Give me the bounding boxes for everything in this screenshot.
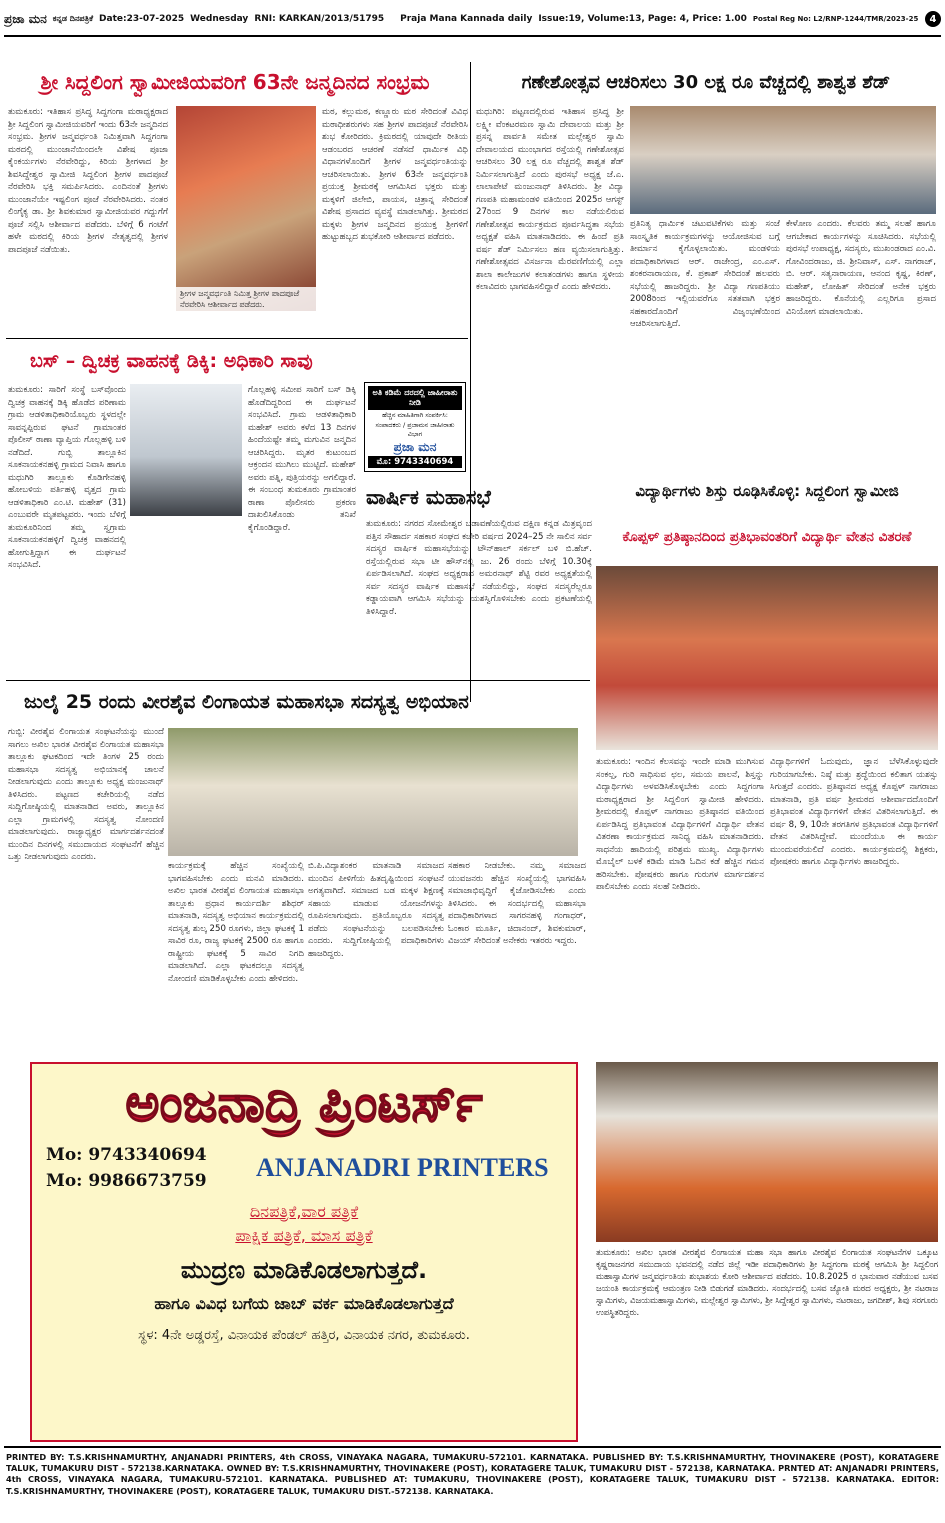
story2-col2: ಪ್ರತಿನಿತ್ಯ ಧಾರ್ಮಿಕ ಚಟುವಟಿಕೆಗಳು ಮತ್ತು ಸಂಜೆ ಸಾಂಸ್ಕೃತಿಕ ಕಾರ್ಯಕ್ರಮಗಳನ್ನು ಆಯೋಜಿಸುವ ಬಗ್ಗೆ ತೀರ್ಮಾನ ಕೈಗೊಳ್ಳಲಾಯಿತು. ಮಂಡಳಿಯ ಪದಾಧಿಕಾರಿಗಳಾದ ಆರ್. ರಾಜೇಂದ್ರ, ಎಂ.ಎಸ್. ಶಂಕರನಾರಾಯಣ, ಕೆ. ಪ್ರಕಾಶ್ ಸೇರಿದಂತೆ ಹಲವರು ಸಭೆಯಲ್ಲಿ ಹಾಜರಿದ್ದರು. ಶ್ರೀ ವಿದ್ಯಾ ಗಣಪತಿಯು 2008ರಿಂದ ಇಲ್ಲಿಯವರೆಗೂ ಸತತವಾಗಿ ಭಕ್ತರ ಸಹಕಾರದೊಂದಿಗೆ ವಿಜೃಂಭಣೆಯಿಂದ ಆಚರಿಸಲಾಗುತ್ತಿದೆ. bbox=[630, 219, 780, 329]
story4-headline: ವಾರ್ಷಿಕ ಮಹಾಸಭೆ bbox=[366, 485, 491, 509]
masthead-weekday: Wednesday bbox=[190, 14, 249, 24]
story5-headline: ವಿದ್ಯಾರ್ಥಿಗಳು ಶಿಸ್ತು ರೂಢಿಸಿಕೊಳ್ಳಿ: ಸಿದ್ದಲಿಂಗ ಸ್ವಾಮೀಜಿ bbox=[596, 476, 938, 506]
masthead-date: Date:23-07-2025 bbox=[99, 14, 185, 24]
classified-ad-line1: ಹೆಚ್ಚಿನ ಮಾಹಿತಿಗಾಗಿ ಸಂಪರ್ಕಿಸಿ: bbox=[382, 411, 448, 419]
imprint-footer: PRINTED BY: T.S.KRISHNAMURTHY, ANJANADRI PRINTERS, 4th CROSS, VINAYAKA NAGARA, TUMAKURU-572101. KARNATAKA. PUBLISHED BY: T.S.KRISHNAMURTHY, THOVINAKERE (POST), KORATAGERE TALUK, TUMAKURU DIST - 572138.KARNATAKA. OWNED BY: T.S.KRISHNAMURTHY, THOVINAKERE (POST), KORATAGERE TALUK, TUMAKURU DIST - 572138, KARNATAKA. PRNTED AT: ANJANADRI PRINTERS, 4th CROSS, VINAYAKA NAGARA, TUMAKURU-572101. KARNATAKA. PUBLISHED AT: TUMAKURU, THOVINAKERE (POST), KORATAGERE TALUK, TUMAKURU DIST - 572138. KARNATAKA. EDITOR: T.S.KRISHNAMURTHY, THOVINAKERE (POST), KORATAGERE TALUK, TUMAKURU DIST.-572138. KARNATAKA. bbox=[6, 1452, 939, 1496]
classified-ad-logo: ಪ್ರಜಾ ಮನ bbox=[393, 440, 437, 454]
story4-body: ತುಮಕೂರು: ನಗರದ ಸೋಮೇಶ್ವರ ಬಡಾವಣೆಯಲ್ಲಿರುವ ದಕ್ಷಿಣ ಕನ್ನಡ ಮಿತ್ರವೃಂದ ಪತ್ತಿನ ಸೌಹಾರ್ದ ಸಹಕಾರ ಸಂಘದ ಕಚೇರಿ ವರ್ಷದ 2024–25 ನೇ ಸಾಲಿನ ಸರ್ವ ಸದಸ್ಯರ ವಾರ್ಷಿಕ ಮಹಾಸಭೆಯನ್ನು ಟೌನ್‌ಹಾಲ್ ಸರ್ಕಲ್ ಬಳಿ ಬಿ.ಹೆಚ್. ರಸ್ತೆಯಲ್ಲಿರುವ ಸಭಾ ಟೀ ಹೌಸ್‌ನಲ್ಲಿ ಜು. 26 ರಂದು ಬೆಳಿಗ್ಗೆ 10.30ಕ್ಕೆ ಏರ್ಪಡಿಸಲಾಗಿದೆ. ಸಂಘದ ಅಧ್ಯಕ್ಷರಾದ ಅಮರನಾಥ್ ಶೆಟ್ಟಿ ರವರ ಅಧ್ಯಕ್ಷತೆಯಲ್ಲಿ ಸರ್ವ ಸದಸ್ಯರ ವಾರ್ಷಿಕ ಮಹಾಸಭೆ ನಡೆಯಲಿದ್ದು, ಸಂಘದ ಸದಸ್ಯರೆಲ್ಲರೂ ಕಡ್ಡಾಯವಾಗಿ ಆಗಮಿಸಿ ಸಭೆಯನ್ನು ಯಶಸ್ವಿಗೊಳಿಸಬೇಕು ಎಂದು ಪ್ರಕಟಣೆಯಲ್ಲಿ ತಿಳಿಸಿದ್ದಾರೆ. bbox=[366, 519, 592, 617]
masthead bbox=[4, 3, 941, 37]
ad-line-1: ದಿನಪತ್ರಿಕೆ,ವಾರ ಪತ್ರಿಕೆ bbox=[249, 1202, 359, 1221]
story5-subheadline: ಕೊಪ್ಪಳ್ ಪ್ರತಿಷ್ಠಾನದಿಂದ ಪ್ರತಿಭಾವಂತರಿಗೆ ವಿದ್ಯಾರ್ಥಿ ವೇತನ ವಿತರಣೆ bbox=[596, 514, 938, 560]
story1-col2: ಮಠ, ಕಲ್ಲುಮಠ, ಕಣ್ಣೂರು ಮಠ ಸೇರಿದಂತೆ ವಿವಿಧ ಮಠಾಧೀಶರುಗಳು ಸಹ ಶ್ರೀಗಳ ಪಾದಪೂಜೆ ನೆರವೇರಿಸಿ ಶುಭ ಕೋರಿದರು. ಕ್ರಿಮಠದಲ್ಲಿ ಯಾವುದೇ ರೀತಿಯ ಆಡಂಬರದ ಆಚರಣೆ ನಡೆಸದೆ ಧಾರ್ಮಿಕ ವಿಧಿ ವಿಧಾನಗಳೊಂದಿಗೆ ಶ್ರೀಗಳ ಜನ್ಮವರ್ಧಂತಿಯನ್ನು ಆಚರಿಸಲಾಯಿತು. ಶ್ರೀಗಳ 63ನೇ ಜನ್ಮವರ್ಧಂತಿ ಪ್ರಯುಕ್ತ ಶ್ರೀಮಠಕ್ಕೆ ಆಗಮಿಸಿದ ಭಕ್ತರು ಮತ್ತು ಮಕ್ಕಳಿಗೆ ಜಿಲೇಬಿ, ಪಾಯಸ, ಚಿತ್ರಾನ್ನ ಸೇರಿದಂತೆ ವಿಶೇಷ ಪ್ರಸಾದದ ವ್ಯವಸ್ಥೆ ಮಾಡಲಾಗಿತ್ತು. ಶ್ರೀಮಠದ ಮಕ್ಕಳು ಶ್ರೀಗಳ ಜನ್ಮದಿನದ ಪ್ರಯುಕ್ತ ಶ್ರೀಗಳಿಗೆ ಹುಟ್ಟುಹಬ್ಬದ ಶುಭಕೋರಿ ಆಶೀರ್ವಾದ ಪಡೆದರು. bbox=[322, 107, 468, 242]
footer-rule bbox=[4, 1446, 941, 1448]
ad-phone-2: Mo: 9986673759 bbox=[46, 1171, 207, 1191]
story2-headline: ಗಣೇಶೋತ್ಸವ ಆಚರಿಸಲು 30 ಲಕ್ಷ ರೂ ವೆಚ್ಚದಲ್ಲಿ ಶಾಶ್ವತ ಶೆಡ್ bbox=[474, 64, 938, 100]
classified-ad-line2: ಸಂಪಾದಕರು / ಪ್ರಜಾಮನ ಜಾಹೀರಾತು ವಿಭಾಗ bbox=[375, 421, 455, 438]
classified-ad bbox=[364, 382, 466, 472]
story3-col1: ತುಮಕೂರು: ಸಾರಿಗೆ ಸಂಸ್ಥೆ ಬಸ್‌ವೊಂದು ದ್ವಿಚಕ್ರ ವಾಹನಕ್ಕೆ ಡಿಕ್ಕಿ ಹೊಡೆದ ಪರಿಣಾಮ ಗ್ರಾಮ ಆಡಳಿತಾಧಿಕಾರಿಯೊಬ್ಬರು ಸ್ಥಳದಲ್ಲೇ ಸಾವನ್ನಪ್ಪಿರುವ ಘಟನೆ ಗ್ರಾಮಾಂತರ ಪೊಲೀಸ್ ಠಾಣಾ ವ್ಯಾಪ್ತಿಯ ಗೊಲ್ಲಹಳ್ಳಿ ಬಳಿ ನಡೆದಿದೆ. ಗುಬ್ಬಿ ತಾಲ್ಲೂಕಿನ ಸೂಕನಾಯಕನಹಳ್ಳಿ ಗ್ರಾಮದ ನಿವಾಸಿ ಹಾಗೂ ಮಧುಗಿರಿ ತಾಲ್ಲೂಕು ಕೊಡಿಗೇನಹಳ್ಳಿ ಹೋಬಳಿಯ ಪರ್ತಿಹಳ್ಳಿ ವೃತ್ತದ ಗ್ರಾಮ ಆಡಳಿತಾಧಿಕಾರಿ ಎಂ.ಟಿ. ಮಹೇಶ್ (31) ಎಂಬುವರೇ ಮೃತಪಟ್ಟವರು. ಇಂದು ಬೆಳಿಗ್ಗೆ ತುಮಕೂರಿನಿಂದ ತಮ್ಮ ಸ್ವಗ್ರಾಮ ಸೂಕನಾಯಕನಹಳ್ಳಿಗೆ ದ್ವಿಚಕ್ರ ವಾಹನದಲ್ಲಿ ಹೋಗುತ್ತಿದ್ದಾಗ ಈ ದುರ್ಘಟನೆ ಸಂಭವಿಸಿದೆ. bbox=[8, 385, 126, 570]
story3-photo bbox=[130, 384, 242, 516]
masthead-issue: Issue:19, Volume:13, Page: 4, Price: 1.00 bbox=[538, 14, 747, 24]
ad-line-3: ಮುದ್ರಣ ಮಾಡಿಕೊಡಲಾಗುತ್ತದೆ. bbox=[180, 1256, 428, 1284]
page-number: 4 bbox=[925, 11, 941, 27]
story3-col2: ಗೊಲ್ಲಹಳ್ಳಿ ಸಮೀಪ ಸಾರಿಗೆ ಬಸ್ ಡಿಕ್ಕಿ ಹೊಡೆದಿದ್ದರಿಂದ ಈ ದುರ್ಘಟನೆ ಸಂಭವಿಸಿದೆ. ಗ್ರಾಮ ಆಡಳಿತಾಧಿಕಾರಿ ಮಹೇಶ್ ಅವರು ಕಳೆದ 13 ದಿನಗಳ ಹಿಂದೆಯಷ್ಟೇ ತಮ್ಮ ಮಗುವಿನ ಜನ್ಮದಿನ ಆಚರಿಸಿದ್ದರು. ಮೃತರ ಕುಟುಂಬದ ಆಕ್ರಂದನ ಮುಗಿಲು ಮುಟ್ಟಿದೆ. ಮಹೇಶ್ ಅವರು ಪತ್ನಿ, ಪುತ್ರಿಯರನ್ನು ಅಗಲಿದ್ದಾರೆ. ಈ ಸಂಬಂಧ ತುಮಕೂರು ಗ್ರಾಮಾಂತರ ಠಾಣಾ ಪೊಲೀಸರು ಪ್ರಕರಣ ದಾಖಲಿಸಿಕೊಂಡು ತನಿಖೆ ಕೈಗೊಂಡಿದ್ದಾರೆ. bbox=[248, 385, 356, 533]
story5-col2: ವಿದ್ಯಾರ್ಥಿಗಳಿಗೆ ಓದುವುದು, ಜ್ಞಾನ ಬೆಳೆಸಿಕೊಳ್ಳುವುದೇ ಗುರಿಯಾಗಬೇಕು. ನಿಷ್ಠೆ ಮತ್ತು ಶ್ರದ್ಧೆಯಿಂದ ಕಲಿತಾಗ ಯಶಸ್ಸು ಸಿಗುತ್ತದೆ ಎಂದರು. ಪ್ರತಿಷ್ಠಾನದ ಅಧ್ಯಕ್ಷ ಕೊಪ್ಪಳ್ ನಾಗರಾಜು ಮಾತನಾಡಿ, ಪ್ರತಿ ವರ್ಷ ಶ್ರೀಮಠದ ಆಶೀರ್ವಾದದೊಂದಿಗೆ ಪ್ರತಿಭಾವಂತ ವಿದ್ಯಾರ್ಥಿಗಳಿಗೆ ವೇತನ ವಿತರಿಸಲಾಗುತ್ತಿದೆ. ಈ ವರ್ಷ 8, 9, 10ನೇ ತರಗತಿಗಳ ಪ್ರತಿಭಾವಂತ ವಿದ್ಯಾರ್ಥಿಗಳಿಗೆ ವೇತನ ವಿತರಿಸಿದ್ದೇವೆ. ಮುಂದೆಯೂ ಈ ಕಾರ್ಯ ಮುಂದುವರೆಯಲಿದೆ ಎಂದರು. ಕಾರ್ಯಕ್ರಮದಲ್ಲಿ ಶಿಕ್ಷಕರು, ಪೋಷಕರು ಹಾಗೂ ವಿದ್ಯಾರ್ಥಿಗಳು ಹಾಜರಿದ್ದರು. bbox=[770, 757, 938, 867]
story7-photo bbox=[596, 1062, 938, 1242]
masthead-postal: Postal Reg No: L2/RNP-1244/TMR/2023-25 bbox=[752, 15, 919, 23]
story3-headline: ಬಸ್ – ದ್ವಿಚಕ್ರ ವಾಹನಕ್ಕೆ ಡಿಕ್ಕಿ: ಅಧಿಕಾರಿ ಸಾವು bbox=[30, 350, 313, 372]
story6-headline: ಜುಲೈ 25 ರಂದು ವೀರಶೈವ ಲಿಂಗಾಯತ ಮಹಾಸಭಾ ಸದಸ್ಯತ್ವ ಅಭಿಯಾನ bbox=[24, 691, 469, 713]
printers-ad bbox=[30, 1062, 578, 1442]
masthead-subtitle: ಕನ್ನಡ ದಿನಪತ್ರಿಕೆ bbox=[52, 14, 94, 23]
ad-english-title: ANJANADRI PRINTERS bbox=[256, 1153, 549, 1182]
ad-address: ಸ್ಥಳ: 4ನೇ ಅಡ್ಡರಸ್ತೆ, ವಿನಾಯಕ ಪೆಂಡಲ್ ಹತ್ತಿರ, ವಿನಾಯಕ ನಗರ, ತುಮಕೂರು. bbox=[138, 1328, 470, 1343]
story1-photo-caption: ಶ್ರೀಗಳ ಜನ್ಮವರ್ಧಂತಿ ನಿಮಿತ್ತ ಶ್ರೀಗಳ ಪಾದಪೂಜೆ ನೆರವೇರಿಸಿ ಆಶೀರ್ವಾದ ಪಡೆದರು. bbox=[176, 287, 316, 311]
story1-headline: ಶ್ರೀ ಸಿದ್ದಲಿಂಗ ಸ್ವಾಮೀಜಿಯವರಿಗೆ 63ನೇ ಜನ್ಮದಿನದ ಸಂಭ್ರಮ bbox=[40, 70, 430, 94]
story6-photo bbox=[168, 728, 578, 856]
ad-phone-1: Mo: 9743340694 bbox=[46, 1145, 207, 1165]
story7-caption: ತುಮಕೂರು: ಅಖಿಲ ಭಾರತ ವೀರಶೈವ ಲಿಂಗಾಯತ ಮಹಾ ಸಭಾ ಹಾಗೂ ವೀರಶೈವ ಲಿಂಗಾಯತ ಸಂಘಟನೆಗಳ ಒಕ್ಕೂಟ ಕೃಷ್ಣರಾಜನಗರ ಸಮುದಾಯ ಭವನದಲ್ಲಿ ನಡೆದ ಜಿಲ್ಲೆ ಇಡೀ ಪದಾಧಿಕಾರಿಗಳು ಶ್ರೀ ಸಿದ್ದಗಂಗಾ ಮಠಕ್ಕೆ ಆಗಮಿಸಿ ಶ್ರೀ ಸಿದ್ದಲಿಂಗ ಮಹಾಸ್ವಾಮಿಗಳ ಜನ್ಮವರ್ಧಂತಿಯ ಶುಭಾಶಯ ಕೋರಿ ಆಶೀರ್ವಾದ ಪಡೆದರು. 10.8.2025 ರ ಭಾನುವಾರ ನಡೆಯುವ ಬಸವ ಜಯಂತಿ ಕಾರ್ಯಕ್ರಮಕ್ಕೆ ಆಮಂತ್ರಣ ನೀಡಿ ಬಿಡುಗಡೆ ಮಾಡಿದರು. ಸಂದರ್ಭದಲ್ಲಿ ಬಸವ ಜ್ಯೋತಿ ಮಠದ ಅಧ್ಯಕ್ಷರು, ಶ್ರೀ ನಟರಾಜ ಸ್ವಾಮಿಗಳು, ವಿಜಯಮಹಾಸ್ವಾಮಿಗಳು, ಮಲ್ಲೇಶ್ವರ ಸ್ವಾಮಿಗಳು, ಶ್ರೀ ಸಿದ್ದೇಶ್ವರ ಸ್ವಾಮಿಗಳು, ನಟರಾಜು, ಜಗದೀಶ್, ಶಿವು ಸರಗೂರು ಉಪಸ್ಥಿತರಿದ್ದರು. bbox=[596, 1247, 938, 1317]
section-rule bbox=[6, 338, 468, 339]
story5-col1: ತುಮಕೂರು: ಇಂದಿನ ಕೆಲಸವನ್ನು ಇಂದೇ ಮಾಡಿ ಮುಗಿಸುವ ಸಂಕಲ್ಪ, ಗುರಿ ಸಾಧಿಸುವ ಛಲ, ಸಮಯ ಪಾಲನೆ, ಶಿಸ್ತನ್ನು ವಿದ್ಯಾರ್ಥಿಗಳು ಅಳವಡಿಸಿಕೊಳ್ಳಬೇಕು ಎಂದು ಸಿದ್ದಗಂಗಾ ಮಠಾಧ್ಯಕ್ಷರಾದ ಶ್ರೀ ಸಿದ್ದಲಿಂಗ ಸ್ವಾಮೀಜಿ ಹೇಳಿದರು. ಶ್ರೀಮಠದಲ್ಲಿ ಕೊಪ್ಪಳ್ ನಾಗರಾಜು ಪ್ರತಿಷ್ಠಾನದ ವತಿಯಿಂದ ಏರ್ಪಡಿಸಿದ್ದ ಪ್ರತಿಭಾವಂತ ವಿದ್ಯಾರ್ಥಿಗಳಿಗೆ ವಿದ್ಯಾರ್ಥಿ ವೇತನ ವಿತರಣಾ ಕಾರ್ಯಕ್ರಮದ ಸಾನಿಧ್ಯ ವಹಿಸಿ ಮಾತನಾಡಿದರು. ಸಾಧನೆಯ ಹಾದಿಯಲ್ಲಿ ಪರಿಶ್ರಮ ಮುಖ್ಯ. ವಿದ್ಯಾರ್ಥಿಗಳು ಮೊಬೈಲ್ ಬಳಕೆ ಕಡಿಮೆ ಮಾಡಿ ಓದಿನ ಕಡೆ ಹೆಚ್ಚಿನ ಗಮನ ಹರಿಸಬೇಕು. ಪೋಷಕರು ಹಾಗೂ ಗುರುಗಳ ಮಾರ್ಗದರ್ಶನ ಪಾಲಿಸಬೇಕು ಎಂದು ಸಲಹೆ ನೀಡಿದರು. bbox=[596, 757, 764, 892]
classified-ad-title: ಅತಿ ಕಡಿಮೆ ದರದಲ್ಲಿ ಜಾಹೀರಾತು ನೀಡಿ bbox=[368, 386, 462, 410]
masthead-rni: RNI: KARKAN/2013/51795 bbox=[254, 14, 385, 24]
story5-photo bbox=[596, 566, 938, 750]
classified-ad-phone: ಮೊ: 9743340694 bbox=[368, 456, 462, 468]
story1-photo bbox=[176, 106, 316, 311]
story6-col1: ಗುಬ್ಬಿ: ವೀರಶೈವ ಲಿಂಗಾಯತ ಸಂಘಟನೆಯನ್ನು ಮುಂದೆ ಸಾಗಲು ಅಖಿಲ ಭಾರತ ವೀರಶೈವ ಲಿಂಗಾಯತ ಮಹಾಸಭಾ ತಾಲ್ಲೂಕು ಘಟಕದಿಂದ ಇದೇ ತಿಂಗಳ 25 ರಂದು ಮಹಾಸಭಾ ಸದಸ್ಯತ್ವ ಅಭಿಯಾನಕ್ಕೆ ಚಾಲನೆ ನೀಡಲಾಗುವುದು ಎಂದು ತಾಲ್ಲೂಕು ಅಧ್ಯಕ್ಷ ಮಂಜುನಾಥ್ ತಿಳಿಸಿದರು. ಪಟ್ಟಣದ ಕಚೇರಿಯಲ್ಲಿ ನಡೆದ ಸುದ್ದಿಗೋಷ್ಠಿಯಲ್ಲಿ ಮಾತನಾಡಿದ ಅವರು, ತಾಲ್ಲೂಕಿನ ಎಲ್ಲಾ ಗ್ರಾಮಗಳಲ್ಲಿ ಸದಸ್ಯತ್ವ ನೋಂದಣಿ ಮಾಡಲಾಗುವುದು. ರಾಜ್ಯಾಧ್ಯಕ್ಷರ ಮಾರ್ಗದರ್ಶನದಂತೆ ಮುಂದಿನ ದಿನಗಳಲ್ಲಿ ಸಮುದಾಯದ ಸಂಘಟನೆಗೆ ಹೆಚ್ಚಿನ ಒತ್ತು ನೀಡಲಾಗುವುದು ಎಂದರು. bbox=[8, 727, 164, 862]
ad-line-4: ಹಾಗೂ ವಿವಿಧ ಬಗೆಯ ಜಾಬ್ ವರ್ಕ ಮಾಡಿಕೊಡಲಾಗುತ್ತದೆ bbox=[154, 1294, 454, 1313]
ad-line-2: ಪಾಕ್ಷಿಕ ಪತ್ರಿಕೆ, ಮಾಸ ಪತ್ರಿಕೆ bbox=[235, 1226, 373, 1245]
section-rule bbox=[6, 680, 590, 681]
masthead-logo: ಪ್ರಜಾ ಮನ bbox=[4, 11, 47, 26]
story2-col1: ಮಧುಗಿರಿ: ಪಟ್ಟಣದಲ್ಲಿರುವ ಇತಿಹಾಸ ಪ್ರಸಿದ್ಧ ಶ್ರೀ ಲಕ್ಷ್ಮೀ ವೆಂಕಟರಮಣ ಸ್ವಾಮಿ ದೇವಾಲಯ ಮತ್ತು ಶ್ರೀ ಪ್ರಸನ್ನ ಪಾರ್ವತಿ ಸಮೇತ ಮಲ್ಲೇಶ್ವರ ಸ್ವಾಮಿ ದೇವಾಲಯದ ಮುಂಭಾಗದ ರಸ್ತೆಯಲ್ಲಿ ಗಣೇಶೋತ್ಸವ ಆಚರಿಸಲು 30 ಲಕ್ಷ ರೂ ವೆಚ್ಚದಲ್ಲಿ ಶಾಶ್ವತ ಶೆಡ್ ನಿರ್ಮಿಸಲಾಗುತ್ತಿದೆ ಎಂದು ಪುರಸಭೆ ಅಧ್ಯಕ್ಷ ಜೆ.ಎ. ಲಾಲಾಪೇಟೆ ಮಂಜುನಾಥ್ ತಿಳಿಸಿದರು. ಶ್ರೀ ವಿದ್ಯಾ ಗಣಪತಿ ಮಹಾಮಂಡಳಿ ವತಿಯಿಂದ 2025ರ ಆಗಸ್ಟ್ 27ರಿಂದ 9 ದಿನಗಳ ಕಾಲ ನಡೆಯಲಿರುವ ಗಣೇಶೋತ್ಸವ ಕಾರ್ಯಕ್ರಮದ ಪೂರ್ವಸಿದ್ಧತಾ ಸಭೆಯ ಅಧ್ಯಕ್ಷತೆ ವಹಿಸಿ ಮಾತನಾಡಿದರು. ಈ ಹಿಂದೆ ಪ್ರತಿ ವರ್ಷ ಶೆಡ್ ನಿರ್ಮಿಸಲು ಹಣ ವ್ಯಯಿಸಲಾಗುತ್ತಿತ್ತು. ಗಣೇಶೋತ್ಸವದ ವಿಸರ್ಜನಾ ಮೆರವಣಿಗೆಯಲ್ಲಿ ಎಲ್ಲಾ ಶಾಲಾ ಕಾಲೇಜುಗಳ ಕಲಾತಂಡಗಳು ಹಾಗೂ ಸ್ಥಳೀಯ ಕಲಾವಿದರು ಭಾಗವಹಿಸಲಿದ್ದಾರೆ ಎಂದು ಹೇಳಿದರು. bbox=[476, 107, 624, 292]
story2-photo bbox=[630, 106, 936, 214]
story1-col1: ತುಮಕೂರು: ಇತಿಹಾಸ ಪ್ರಸಿದ್ಧ ಸಿದ್ದಗಂಗಾ ಮಠಾಧ್ಯಕ್ಷರಾದ ಶ್ರೀ ಸಿದ್ದಲಿಂಗ ಸ್ವಾಮೀಜಿಯವರಿಗೆ ಇಂದು 63ನೇ ಜನ್ಮದಿನದ ಸಂಭ್ರಮ. ಶ್ರೀಗಳ ಜನ್ಮವರ್ಧಂತಿ ನಿಮಿತ್ತವಾಗಿ ಸಿದ್ದಗಂಗಾ ಮಠದಲ್ಲಿ ಮುಂಜಾನೆಯಿಂದಲೇ ವಿಶೇಷ ಪೂಜಾ ಕೈಂಕರ್ಯಗಳು ನೆರವೇರಿದ್ದು, ಕಿರಿಯ ಶ್ರೀಗಳಾದ ಶ್ರೀ ಶಿವಸಿದ್ದೇಶ್ವರ ಸ್ವಾಮೀಜಿ ಸಿದ್ದಲಿಂಗ ಶ್ರೀಗಳ ಪಾದಪೂಜೆ ನೆರವೇರಿಸಿ ಭಕ್ತಿ ಸಮರ್ಪಿಸಿದರು. ಎಂದಿನಂತೆ ಶ್ರೀಗಳು ಮುಂಜಾನೆಯೇ ಇಷ್ಟಲಿಂಗ ಪೂಜೆ ನೆರವೇರಿಸಿದರು. ನಂತರ ಲಿಂಗೈಕ್ಯ ಡಾ. ಶ್ರೀ ಶಿವಕುಮಾರ ಸ್ವಾಮೀಜಿಯವರ ಗದ್ದುಗೆಗೆ ಪೂಜೆ ಸಲ್ಲಿಸಿ ಆಶೀರ್ವಾದ ಪಡೆದರು. ಬೆಳಿಗ್ಗೆ 6 ಗಂಟೆಗೆ ಹಳೇ ಮಠದಲ್ಲಿ ಕಿರಿಯ ಶ್ರೀಗಳ ನೇತೃತ್ವದಲ್ಲಿ ಶ್ರೀಗಳ ಪಾದಪೂಜೆ ನಡೆಯಿತು. bbox=[8, 107, 168, 255]
story6-col4: ಸಹಕಾರ ನೀಡಬೇಕು. ನಮ್ಮ ಸಮಾಜದ ಯುವಜನರು ಹೆಚ್ಚಿನ ಸಂಖ್ಯೆಯಲ್ಲಿ ಭಾಗವಹಿಸಿ ಸಮಾಜಾಭಿವೃದ್ಧಿಗೆ ಕೈಜೋಡಿಸಬೇಕು ಎಂದು ತಿಳಿಸಿದರು. ಈ ಸಂದರ್ಭದಲ್ಲಿ ಮಹಾಸಭಾ ಪದಾಧಿಕಾರಿಗಳಾದ ಸಾಗರನಹಳ್ಳಿ ಗಂಗಾಧರ್, ಓಂಕಾರ ಮೂರ್ತಿ, ಚಿದಾನಂದ್, ಶಿವಕುಮಾರ್, ವಿಜಯ್ ಸೇರಿದಂತೆ ಅನೇಕರು ಇತರರು ಇದ್ದರು. bbox=[448, 861, 586, 946]
story2-col3: ಕೇಳೋಣ ಎಂದರು. ಕೆಲವರು ತಮ್ಮ ಸಲಹೆ ಹಾಗೂ ಆಗಬೇಕಾದ ಕಾರ್ಯಗಳನ್ನು ಸೂಚಿಸಿದರು. ಸಭೆಯಲ್ಲಿ ಪುರಸಭೆ ಉಪಾಧ್ಯಕ್ಷ, ಸದಸ್ಯರು, ಮುಖಂಡರಾದ ಎಂ.ವಿ. ಗೋವಿಂದರಾಜು, ಜಿ. ಶ್ರೀನಿವಾಸ್, ಎಸ್. ನಾಗರಾಜ್, ಬಿ. ಆರ್. ಸತ್ಯನಾರಾಯಣ, ಆನಂದ ಕೃಷ್ಣ, ಕಿರಣ್, ಮಹೇಶ್, ಲೋಹಿತ್ ಸೇರಿದಂತೆ ಅನೇಕ ಭಕ್ತರು ಹಾಜರಿದ್ದರು. ಕೊನೆಯಲ್ಲಿ ಎಲ್ಲರಿಗೂ ಪ್ರಸಾದ ವಿನಿಯೋಗ ಮಾಡಲಾಯಿತು. bbox=[786, 219, 936, 317]
ad-kannada-title: ಅಂಜನಾದ್ರಿ ಪ್ರಿಂಟರ್ಸ್ bbox=[125, 1074, 483, 1134]
story6-col3: ಬಿ.ಪಿ.ವಿದ್ಯಾಶಂಕರ ಮಾತನಾಡಿ ಸಮಾಜದ ಮುಂದಿನ ಪೀಳಿಗೆಯ ಹಿತದೃಷ್ಟಿಯಿಂದ ಸಂಘಟನೆ ಅಗತ್ಯವಾಗಿದೆ. ಸಮಾಜದ ಬಡ ಮಕ್ಕಳ ಶಿಕ್ಷಣಕ್ಕೆ ಸಹಾಯ ಮಾಡುವ ಯೋಜನೆಗಳನ್ನು ರೂಪಿಸಲಾಗುವುದು. ಪ್ರತಿಯೊಬ್ಬರೂ ಸದಸ್ಯತ್ವ ಪಡೆದು ಸಂಘಟನೆಯನ್ನು ಬಲಪಡಿಸಬೇಕು ಎಂದರು. ಸುದ್ದಿಗೋಷ್ಠಿಯಲ್ಲಿ ಪದಾಧಿಕಾರಿಗಳು ಹಾಜರಿದ್ದರು. bbox=[308, 861, 444, 959]
masthead-paper-name: Praja Mana Kannada daily bbox=[400, 14, 533, 24]
story6-col2: ಕಾರ್ಯಕ್ರಮಕ್ಕೆ ಹೆಚ್ಚಿನ ಸಂಖ್ಯೆಯಲ್ಲಿ ಭಾಗವಹಿಸಬೇಕು ಎಂದು ಮನವಿ ಮಾಡಿದರು. ಅಖಿಲ ಭಾರತ ವೀರಶೈವ ಲಿಂಗಾಯತ ಮಹಾಸಭಾ ತಾಲ್ಲೂಕು ಪ್ರಧಾನ ಕಾರ್ಯದರ್ಶಿ ಶಶಿಧರ್ ಮಾತನಾಡಿ, ಸದಸ್ಯತ್ವ ಅಭಿಯಾನ ಕಾರ್ಯಕ್ರಮದಲ್ಲಿ ಸದಸ್ಯತ್ವ ಶುಲ್ಕ 250 ರೂಗಳು, ಜಿಲ್ಲಾ ಘಟಕಕ್ಕೆ 1 ಸಾವಿರ ರೂ, ರಾಜ್ಯ ಘಟಕಕ್ಕೆ 2500 ರೂ ಹಾಗೂ ರಾಷ್ಟ್ರೀಯ ಘಟಕಕ್ಕೆ 5 ಸಾವಿರ ನಿಗದಿ ಮಾಡಲಾಗಿದೆ. ಎಲ್ಲಾ ಘಟಕದಲ್ಲೂ ಸದಸ್ಯತ್ವ ನೋಂದಣಿ ಮಾಡಿಕೊಳ್ಳಬೇಕು ಎಂದು ಹೇಳಿದರು. bbox=[168, 861, 304, 984]
